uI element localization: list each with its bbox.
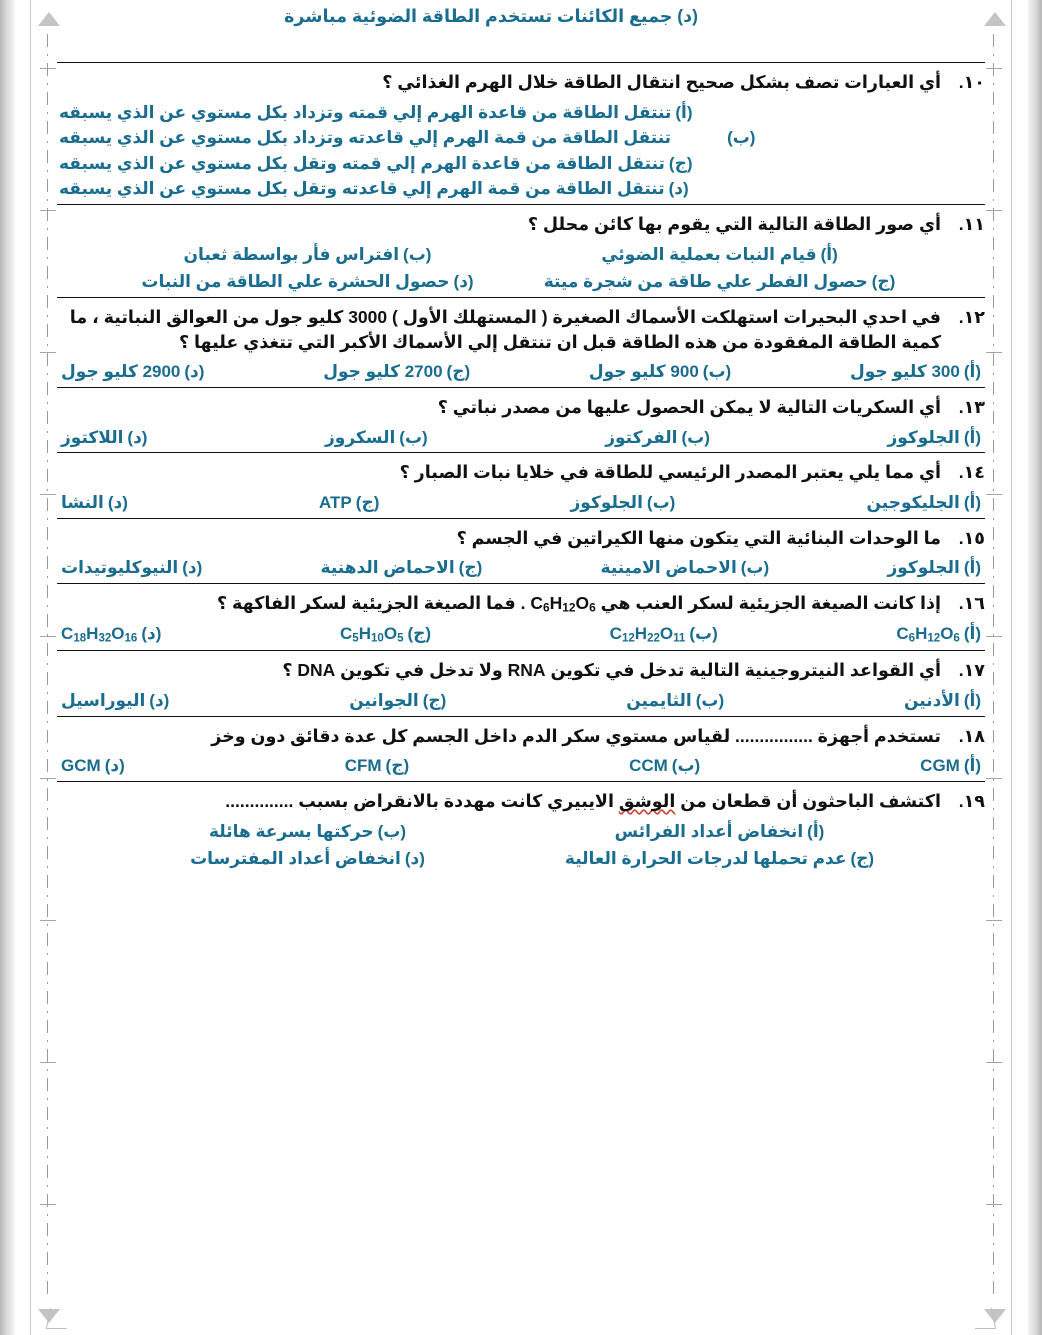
option-label: (أ) xyxy=(963,427,981,447)
option-choice[interactable] xyxy=(610,621,718,648)
option-choice[interactable] xyxy=(61,490,128,516)
option-text: تنتقل الطاقة من قاعدة الهرم إلي قمته وتزداد بكل مستوي عن الذي يسبقه xyxy=(59,102,672,122)
question-list xyxy=(57,62,985,874)
exam-content xyxy=(57,0,985,1335)
option-list xyxy=(57,242,985,295)
option-list xyxy=(57,621,985,648)
option-label: (ج) xyxy=(871,272,896,292)
option-text: الجوانين xyxy=(349,691,419,711)
option-label: (د) xyxy=(668,179,689,199)
option-choice[interactable] xyxy=(57,176,689,202)
option-label: (ب) xyxy=(671,756,701,776)
question-stem: أي السكريات التالية لا يمكن الحصول عليها من مصدر نباتي ؟ xyxy=(437,396,941,417)
option-choice[interactable] xyxy=(61,425,147,451)
option-label: (ج) xyxy=(422,691,447,711)
option-text: CFM xyxy=(344,756,382,776)
option-text: الجليكوجين xyxy=(866,493,960,513)
option-text: الأدنين xyxy=(904,691,960,711)
question-head xyxy=(57,591,985,617)
question-block xyxy=(57,204,985,295)
margin-dash-line xyxy=(47,34,48,1301)
option-label: (د) xyxy=(107,493,128,513)
option-label: (د) xyxy=(127,427,148,447)
option-choice[interactable] xyxy=(321,555,483,581)
question-block xyxy=(57,518,985,581)
option-text: 2900 كليو جول xyxy=(61,362,181,382)
question-number: ١٤. xyxy=(958,462,985,483)
margin-tick-mark xyxy=(40,494,56,495)
option-choice[interactable] xyxy=(524,242,985,268)
option-choice[interactable] xyxy=(61,555,202,581)
option-label: (د) xyxy=(453,272,474,292)
question-block xyxy=(57,297,985,385)
option-choice[interactable] xyxy=(524,846,985,872)
margin-tick-mark xyxy=(986,352,1002,353)
option-label: (أ) xyxy=(675,102,693,122)
option-text: الجلوكوز xyxy=(887,427,960,447)
question-number: ١٩. xyxy=(958,790,985,811)
question-stem: أي العبارات تصف بشكل صحيح انتقال الطاقة خلال الهرم الغذائي ؟ xyxy=(382,72,941,92)
option-text: قيام النبات بعملية الضوئي xyxy=(601,244,817,264)
option-text: تنتقل الطاقة من قمة الهرم إلي قاعدته وتزداد بكل مستوي عن الذي يسبقه xyxy=(59,128,672,148)
option-text: $C_{18}H_{32}O_{16}$ xyxy=(61,624,138,645)
question-block xyxy=(57,387,985,450)
option-label: (ج) xyxy=(385,756,410,776)
question-stem: اكتشف الباحثون أن قطعان من الوشق الايبيري كانت مهددة بالانقراض بسبب .............. xyxy=(225,790,941,811)
question-block xyxy=(57,650,985,713)
option-label: (د) xyxy=(184,362,205,382)
option-label: (أ) xyxy=(963,493,981,513)
option-label: (أ) xyxy=(807,821,825,841)
option-text: الاحماض الامينية xyxy=(600,558,737,578)
page-border-line-left xyxy=(30,0,31,1335)
option-text: انخفاض أعداد الفرائس xyxy=(614,821,804,841)
option-choice[interactable] xyxy=(325,425,428,451)
option-choice[interactable] xyxy=(626,688,724,714)
option-list xyxy=(57,819,985,872)
option-choice[interactable] xyxy=(319,490,379,516)
option-choice[interactable] xyxy=(57,846,518,872)
option-choice[interactable] xyxy=(589,359,731,385)
option-label: (ب) xyxy=(403,244,432,264)
question-head xyxy=(57,395,985,420)
option-choice[interactable] xyxy=(61,621,161,648)
margin-tick-mark xyxy=(986,210,1002,211)
option-text: الجلوكوز xyxy=(887,558,960,578)
option-choice[interactable] xyxy=(896,621,981,648)
option-label: (ب) xyxy=(727,128,756,148)
option-text: الفركتوز xyxy=(605,427,678,447)
option-label: (د) xyxy=(104,756,125,776)
margin-tick-mark xyxy=(986,1204,1002,1205)
question-head xyxy=(57,305,985,355)
option-text: النشا xyxy=(61,493,104,513)
option-choice[interactable] xyxy=(629,753,700,779)
question-head xyxy=(57,212,985,237)
option-choice[interactable] xyxy=(866,490,981,516)
option-label: (ب) xyxy=(646,493,676,513)
question-stem: أي مما يلي يعتبر المصدر الرئيسي للطاقة في خلايا نبات الصبار ؟ xyxy=(399,462,941,483)
option-choice[interactable] xyxy=(57,819,518,845)
option-label: (أ) xyxy=(820,244,838,264)
option-label: (د) xyxy=(404,849,425,869)
option-text: 300 كليو جول xyxy=(849,362,960,382)
option-list xyxy=(57,425,985,451)
option-choice[interactable] xyxy=(57,125,755,151)
option-choice[interactable] xyxy=(57,100,693,126)
margin-tick-mark xyxy=(40,920,56,921)
option-text: عدم تحملها لدرجات الحرارة العالية xyxy=(564,849,847,869)
option-choice[interactable] xyxy=(920,753,981,779)
margin-tick-mark xyxy=(986,920,1002,921)
option-choice[interactable] xyxy=(57,242,518,268)
option-label: (ج) xyxy=(850,849,875,869)
question-block xyxy=(57,781,985,872)
option-label: (ب) xyxy=(702,362,732,382)
option-text: اللاكتوز xyxy=(61,427,124,447)
option-text: حصول الفطر علي طاقة من شجرة ميتة xyxy=(543,272,868,292)
option-choice[interactable] xyxy=(61,688,169,714)
option-text: CGM xyxy=(920,756,960,776)
option-text: 900 كليو جول xyxy=(588,362,699,382)
option-text: افتراس فأر بواسطة ثعبان xyxy=(183,244,400,264)
option-text: 2700 كليو جول xyxy=(323,362,443,382)
option-choice[interactable] xyxy=(601,555,770,581)
question-number: ١٥. xyxy=(958,527,985,548)
option-text: السكروز xyxy=(324,427,396,447)
margin-arrow-top-icon xyxy=(984,12,1006,26)
margin-tick-mark xyxy=(40,68,56,69)
option-label: (ب) xyxy=(695,691,725,711)
margin-tick-mark xyxy=(986,1062,1002,1063)
question-stem: أي صور الطاقة التالية التي يقوم بها كائن محلل ؟ xyxy=(527,213,941,234)
question-stem: أي القواعد النيتروجينية التالية تدخل في تكوين RNA ولا تدخل في تكوين DNA ؟ xyxy=(282,660,941,681)
question-head xyxy=(57,724,985,749)
previous-question-option-d: (د) جميع الكائنات تستخدم الطاقة الضوئية مباشرة xyxy=(284,6,698,26)
margin-tick-mark xyxy=(40,636,56,637)
question-number: ١١. xyxy=(958,213,985,234)
option-list xyxy=(57,490,985,516)
margin-tick-mark xyxy=(986,494,1002,495)
margin-tick-mark xyxy=(986,778,1002,779)
question-block xyxy=(57,716,985,779)
question-stem: إذا كانت الصيغة الجزيئية لسكر العنب هي $C_6H_{12}O_6$ . فما الصيغة الجزيئية لسكر الفاكهة ؟ xyxy=(217,592,941,615)
margin-guide-right xyxy=(986,8,1002,1327)
question-head xyxy=(57,658,985,683)
option-text: الاحماض الدهنية xyxy=(320,558,455,578)
option-choice[interactable] xyxy=(61,753,125,779)
option-text: حصول الحشرة علي الطاقة من النبات xyxy=(141,272,450,292)
option-label: (أ) xyxy=(963,691,981,711)
question-block xyxy=(57,452,985,515)
option-text: تنتقل الطاقة من قاعدة الهرم إلي قمته وتقل بكل مستوي عن الذي يسبقه xyxy=(59,153,665,173)
question-number: ١٨. xyxy=(958,725,985,746)
option-choice[interactable] xyxy=(887,425,981,451)
question-number: ١٢. xyxy=(958,306,985,327)
option-label: (ب) xyxy=(740,558,770,578)
option-text: الجلوكوز xyxy=(570,493,643,513)
question-stem: في احدي البحيرات استهلكت الأسماك الصغيرة ( المستهلك الأول ) 3000 كليو جول من العوالق النباتية ، ما كمية الطاقة المفقودة من هذه الطاقة قبل ان تنتقل إلي الأسماك الأكبر التي تتغذي عليها ؟ xyxy=(69,306,941,352)
option-label: (ب) xyxy=(689,624,718,644)
question-block xyxy=(57,62,985,202)
option-list xyxy=(57,688,985,714)
option-label: (ج) xyxy=(407,624,432,644)
option-choice[interactable] xyxy=(887,555,981,581)
option-label: (د) xyxy=(141,624,162,644)
margin-tick-mark xyxy=(40,352,56,353)
option-list xyxy=(57,555,985,581)
margin-tick-mark xyxy=(986,636,1002,637)
option-label: (ج) xyxy=(668,153,693,173)
option-text: الثايمين xyxy=(626,691,692,711)
option-label: (ج) xyxy=(355,493,380,513)
option-label: (ج) xyxy=(446,362,471,382)
option-choice[interactable] xyxy=(57,151,692,177)
option-choice[interactable] xyxy=(524,269,985,295)
question-number: ١٠. xyxy=(958,72,985,92)
margin-dash-line xyxy=(993,34,994,1301)
option-choice[interactable] xyxy=(61,359,204,385)
option-label: (د) xyxy=(149,691,170,711)
option-text: CCM xyxy=(629,756,668,776)
question-head xyxy=(57,70,985,95)
margin-tick-mark xyxy=(40,1062,56,1063)
option-label: (أ) xyxy=(963,624,981,644)
question-head xyxy=(57,526,985,551)
option-text: $C_6H_{12}O_6$ xyxy=(896,624,960,645)
page-edge-shadow-left xyxy=(0,0,14,1335)
page-border-line-right xyxy=(1011,0,1012,1335)
option-choice[interactable] xyxy=(850,359,981,385)
margin-guide-left xyxy=(40,8,56,1327)
option-label: (أ) xyxy=(963,362,981,382)
page-edge-shadow-right xyxy=(1028,0,1042,1335)
option-text: GCM xyxy=(61,756,101,776)
margin-tick-mark xyxy=(986,68,1002,69)
margin-tick-mark xyxy=(40,1204,56,1205)
option-label: (أ) xyxy=(963,558,981,578)
option-choice[interactable] xyxy=(571,490,676,516)
option-text: انخفاض أعداد المفترسات xyxy=(190,849,401,869)
option-choice[interactable] xyxy=(605,425,710,451)
option-text: $C_5H_{10}O_5$ xyxy=(340,624,404,645)
option-text: $C_{12}H_{22}O_{11}$ xyxy=(609,624,686,645)
question-head xyxy=(57,789,985,814)
question-stem: تستخدم أجهزة ................ لقياس مستوي سكر الدم داخل الجسم كل عدة دقائق دون وخز xyxy=(211,725,941,746)
question-block xyxy=(57,583,985,648)
option-label: (ج) xyxy=(458,558,483,578)
option-text: حركتها بسرعة هائلة xyxy=(208,821,374,841)
option-label: (ب) xyxy=(377,821,407,841)
margin-tick-mark xyxy=(40,210,56,211)
option-text: اليوراسيل xyxy=(61,691,146,711)
option-list xyxy=(57,359,985,385)
option-choice[interactable] xyxy=(345,753,409,779)
question-number: ١٦. xyxy=(958,592,985,613)
option-list xyxy=(57,753,985,779)
option-text: تنتقل الطاقة من قمة الهرم إلي قاعدته وتقل بكل مستوي عن الذي يسبقه xyxy=(59,179,665,199)
margin-tick-mark xyxy=(40,778,56,779)
option-choice[interactable] xyxy=(57,269,518,295)
option-text: النيوكليوتيدات xyxy=(61,558,179,578)
question-number: ١٧. xyxy=(958,660,985,681)
option-choice[interactable] xyxy=(340,621,431,648)
option-choice[interactable] xyxy=(349,688,446,714)
question-stem: ما الوحدات البنائية التي يتكون منها الكيراتين في الجسم ؟ xyxy=(456,527,941,548)
option-label: (د) xyxy=(182,558,203,578)
question-number: ١٣. xyxy=(958,396,985,417)
option-choice[interactable] xyxy=(323,359,470,385)
option-list xyxy=(57,100,985,202)
question-head xyxy=(57,460,985,485)
option-choice[interactable] xyxy=(904,688,981,714)
option-text: ATP xyxy=(319,493,352,513)
option-label: (ب) xyxy=(681,427,710,447)
option-label: (أ) xyxy=(963,756,981,776)
option-choice[interactable] xyxy=(524,819,985,845)
option-label: (ب) xyxy=(399,427,428,447)
